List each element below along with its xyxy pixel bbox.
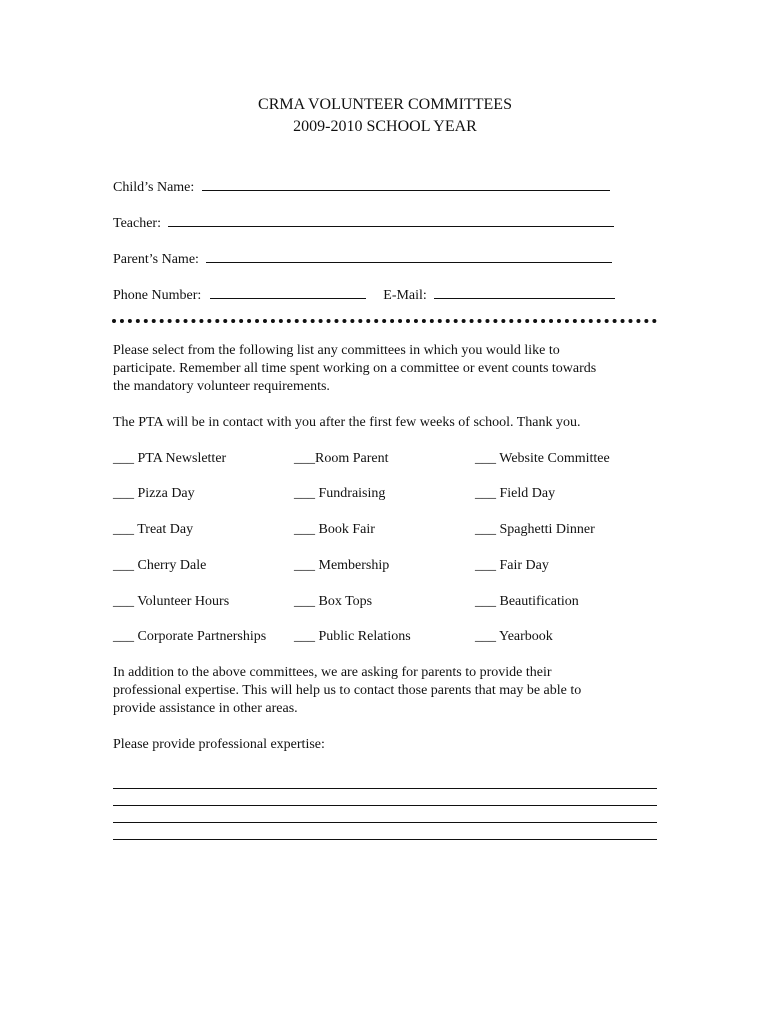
committee-option[interactable]: ___ Treat Day — [113, 522, 194, 537]
committee-option[interactable]: ___ Pizza Day — [113, 486, 195, 501]
committee-option[interactable]: ___ Box Tops — [294, 594, 373, 609]
expertise-line: professional expertise. This will help us to contact those parents that may be able to — [113, 683, 582, 698]
child-name-row — [113, 176, 610, 197]
intro-paragraph — [113, 342, 673, 396]
parent-name-label: Parent’s Name: — [113, 252, 199, 267]
teacher-row — [113, 212, 614, 233]
form-title: CRMA VOLUNTEER COMMITTEES — [258, 96, 512, 113]
committee-option[interactable]: ___ Beautification — [475, 594, 579, 609]
expertise-line: provide assistance in other areas. — [113, 701, 298, 716]
expertise-answer-line[interactable] — [113, 839, 657, 840]
expertise-answer-line[interactable] — [113, 788, 657, 789]
expertise-line: In addition to the above committees, we are asking for parents to provide their — [113, 665, 552, 680]
committee-option[interactable]: ___ Public Relations — [294, 629, 411, 644]
expertise-answer-line[interactable] — [113, 805, 657, 806]
expertise-paragraph — [113, 664, 673, 718]
committee-option[interactable]: ___ Book Fair — [294, 522, 375, 537]
parent-name-field[interactable] — [206, 248, 612, 263]
committee-option[interactable]: ___ Volunteer Hours — [113, 594, 230, 609]
teacher-label: Teacher: — [113, 216, 161, 231]
email-field[interactable] — [434, 284, 615, 299]
committee-option[interactable]: ___ Field Day — [475, 486, 556, 501]
email-label: E-Mail: — [383, 288, 427, 303]
intro-line: the mandatory volunteer requirements. — [113, 379, 330, 394]
dotted-separator — [112, 319, 657, 323]
intro-line: Please select from the following list any committees in which you would like to — [113, 343, 560, 358]
phone-field[interactable] — [210, 284, 366, 299]
parent-name-row — [113, 248, 612, 269]
committee-option[interactable]: ___ Cherry Dale — [113, 558, 207, 573]
child-name-field[interactable] — [202, 176, 610, 191]
intro-line: participate. Remember all time spent working on a committee or event counts towards — [113, 361, 597, 376]
committee-option[interactable]: ___Room Parent — [294, 451, 389, 466]
phone-label: Phone Number: — [113, 288, 202, 303]
child-name-label: Child’s Name: — [113, 180, 195, 195]
committee-option[interactable]: ___ Yearbook — [475, 629, 553, 644]
committee-option[interactable]: ___ PTA Newsletter — [113, 451, 227, 466]
committee-option[interactable]: ___ Spaghetti Dinner — [475, 522, 595, 537]
teacher-field[interactable] — [168, 212, 614, 227]
committee-option[interactable]: ___ Membership — [294, 558, 390, 573]
committee-option[interactable]: ___ Fair Day — [475, 558, 549, 573]
phone-email-row — [113, 284, 615, 305]
expertise-answer-line[interactable] — [113, 822, 657, 823]
committee-option[interactable]: ___ Fundraising — [294, 486, 386, 501]
committee-option[interactable]: ___ Website Committee — [475, 451, 610, 466]
expertise-prompt: Please provide professional expertise: — [113, 737, 325, 752]
contact-note: The PTA will be in contact with you after the first few weeks of school. Thank you. — [113, 415, 581, 430]
committee-option[interactable]: ___ Corporate Partnerships — [113, 629, 267, 644]
school-year-subtitle: 2009-2010 SCHOOL YEAR — [293, 118, 477, 135]
